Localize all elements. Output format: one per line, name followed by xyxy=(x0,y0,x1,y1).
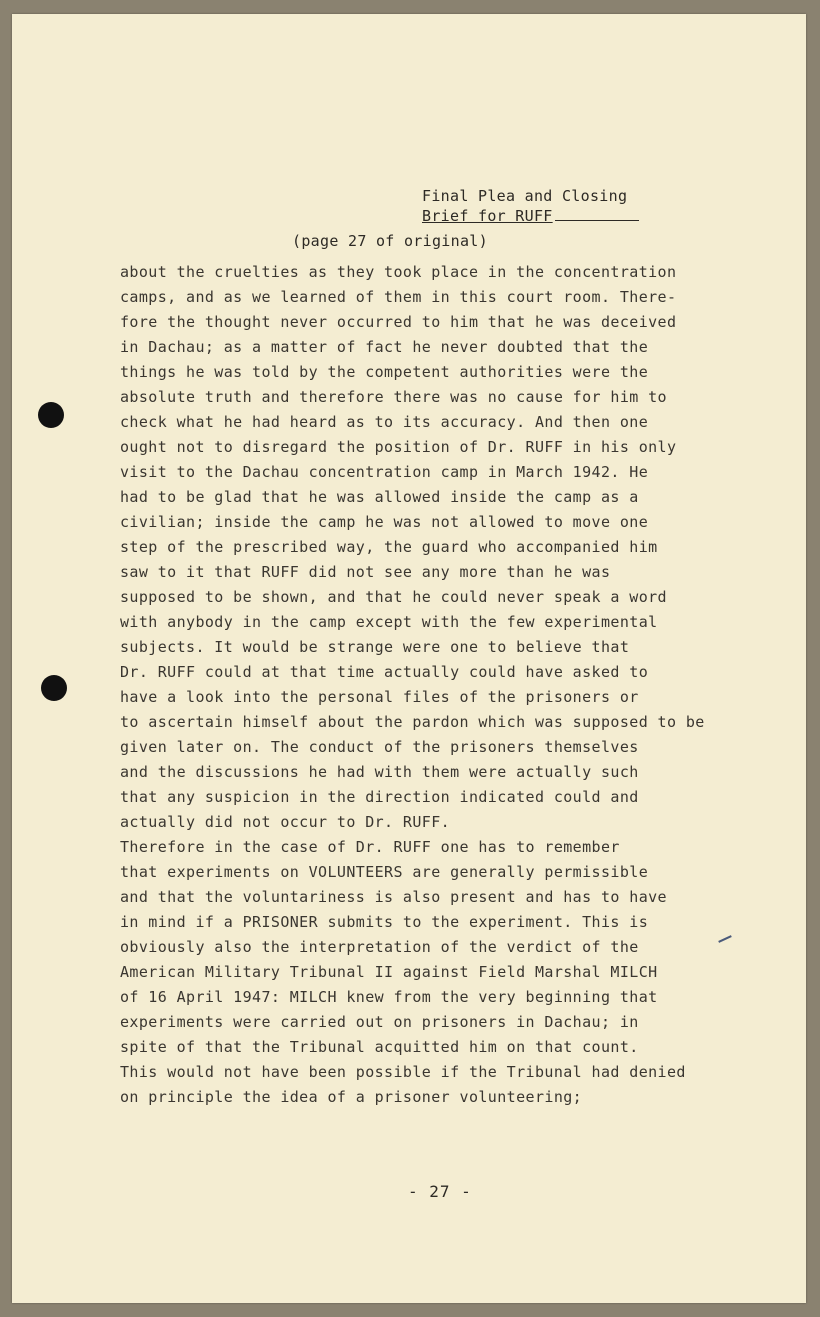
body-line: Therefore in the case of Dr. RUFF one has to remember xyxy=(120,838,620,856)
document-page xyxy=(12,14,806,1303)
body-line: that any suspicion in the direction indicated could and xyxy=(120,788,639,806)
body-line: that experiments on VOLUNTEERS are generally permissible xyxy=(120,863,649,881)
body-line: check what he had heard as to its accuracy. And then one xyxy=(120,413,649,431)
body-line: have a look into the personal files of the prisoners or xyxy=(120,688,639,706)
body-line: of 16 April 1947: MILCH knew from the very beginning that xyxy=(120,988,658,1006)
body-text xyxy=(120,260,770,1110)
body-line: saw to it that RUFF did not see any more than he was xyxy=(120,563,611,581)
header-title: Final Plea and Closing xyxy=(422,187,628,205)
punch-hole xyxy=(41,675,67,701)
body-line: camps, and as we learned of them in this court room. There- xyxy=(120,288,677,306)
body-line: fore the thought never occurred to him that he was deceived xyxy=(120,313,677,331)
header-subtitle: Brief for RUFF xyxy=(422,207,553,225)
body-line: This would not have been possible if the Tribunal had denied xyxy=(120,1063,686,1081)
body-line: spite of that the Tribunal acquitted him on that count. xyxy=(120,1038,639,1056)
body-line: ought not to disregard the position of Dr. RUFF in his only xyxy=(120,438,677,456)
body-line: absolute truth and therefore there was no cause for him to xyxy=(120,388,667,406)
body-line: actually did not occur to Dr. RUFF. xyxy=(120,813,451,831)
document-header xyxy=(422,186,639,226)
body-line: on principle the idea of a prisoner volunteering; xyxy=(120,1088,583,1106)
body-line: in Dachau; as a matter of fact he never doubted that the xyxy=(120,338,649,356)
body-line: step of the prescribed way, the guard who accompanied him xyxy=(120,538,658,556)
body-line: civilian; inside the camp he was not allowed to move one xyxy=(120,513,649,531)
body-line: had to be glad that he was allowed inside the camp as a xyxy=(120,488,639,506)
body-line: supposed to be shown, and that he could never speak a word xyxy=(120,588,667,606)
underline-rule xyxy=(555,220,639,221)
body-line: with anybody in the camp except with the few experimental xyxy=(120,613,658,631)
body-line: and the discussions he had with them were actually such xyxy=(120,763,639,781)
body-line: to ascertain himself about the pardon which was supposed to be xyxy=(120,713,705,731)
body-line: American Military Tribunal II against Field Marshal MILCH xyxy=(120,963,658,981)
body-line: experiments were carried out on prisoners in Dachau; in xyxy=(120,1013,639,1031)
body-line: in mind if a PRISONER submits to the experiment. This is xyxy=(120,913,649,931)
page-number: - 27 - xyxy=(408,1182,472,1201)
original-page-reference: (page 27 of original) xyxy=(292,232,488,250)
body-line: visit to the Dachau concentration camp in March 1942. He xyxy=(120,463,649,481)
punch-hole xyxy=(38,402,64,428)
body-line: given later on. The conduct of the prisoners themselves xyxy=(120,738,639,756)
body-line: obviously also the interpretation of the verdict of the xyxy=(120,938,639,956)
body-line: subjects. It would be strange were one to believe that xyxy=(120,638,630,656)
body-line: Dr. RUFF could at that time actually could have asked to xyxy=(120,663,649,681)
body-line: things he was told by the competent authorities were the xyxy=(120,363,649,381)
body-line: and that the voluntariness is also present and has to have xyxy=(120,888,667,906)
body-line: about the cruelties as they took place in the concentration xyxy=(120,263,677,281)
